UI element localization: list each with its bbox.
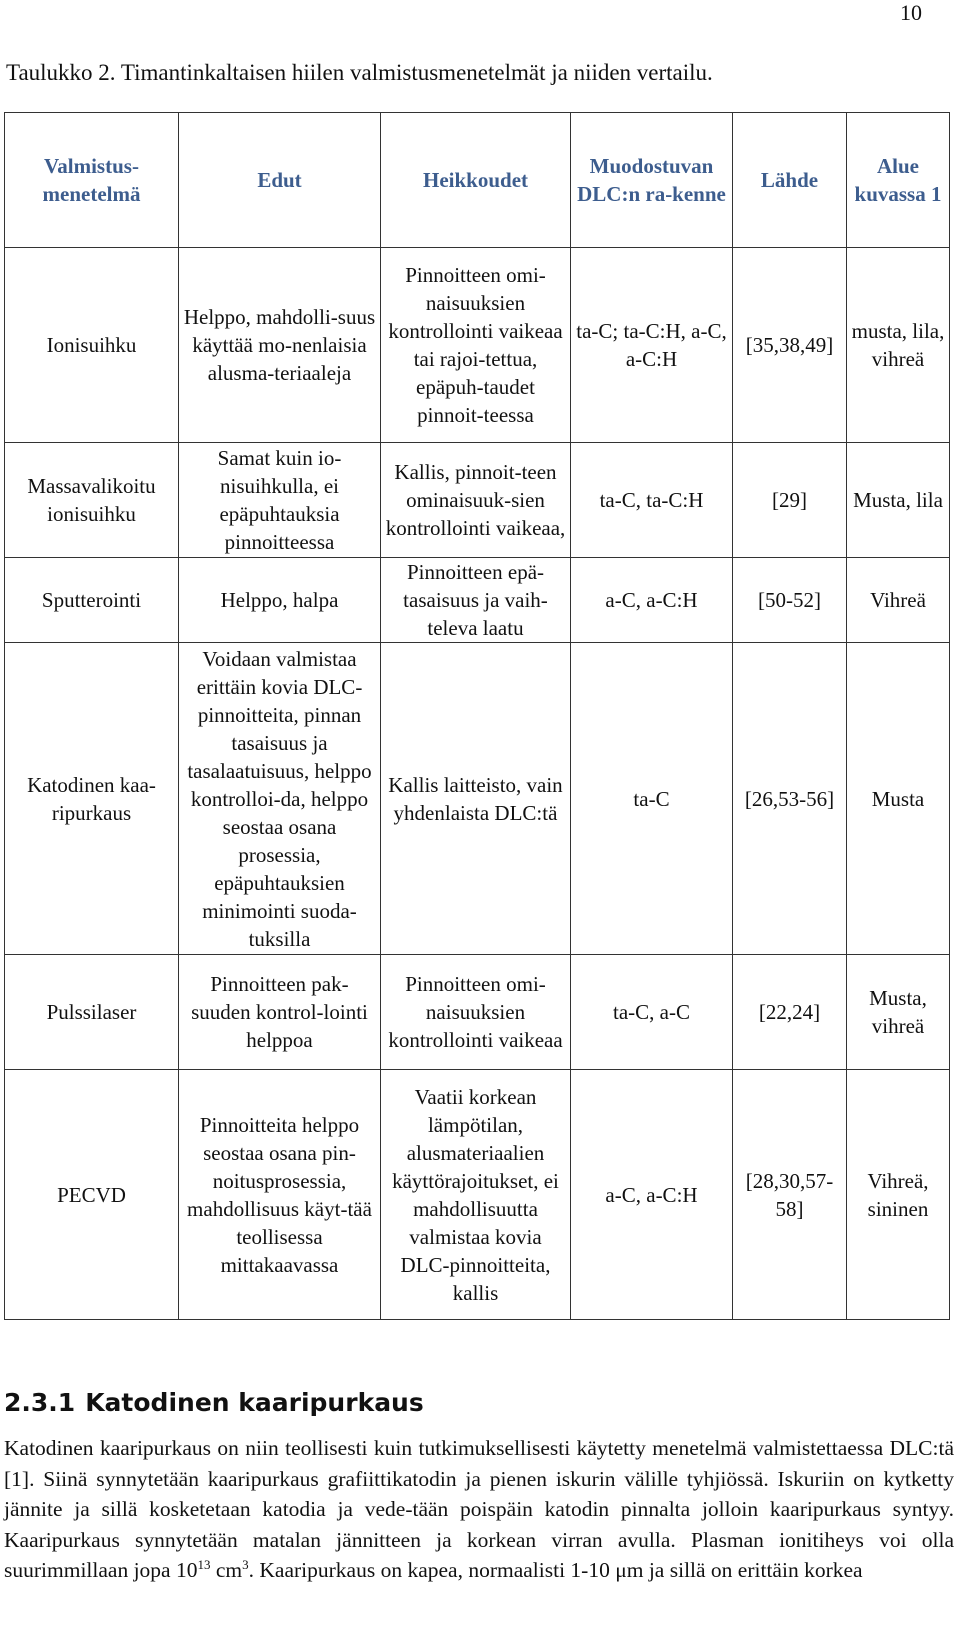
cell-method: Sputterointi bbox=[5, 558, 179, 643]
table-row bbox=[5, 443, 950, 558]
cell-advantages: Voidaan valmistaa erittäin kovia DLC-pinnoitteita, pinnan tasaisuus ja tasalaatuisuus, helppo kontrolloi-da, helppo seostaa osana prosessia, epäpuhtauksien minimointi suoda-tuksilla bbox=[179, 643, 381, 955]
cell-source: [35,38,49] bbox=[733, 248, 847, 443]
cell-weaknesses: Pinnoitteen epä-tasaisuus ja vaih-televa laatu bbox=[381, 558, 571, 643]
cell-area: musta, lila, vihreä bbox=[847, 248, 950, 443]
cell-structure: a-C, a-C:H bbox=[571, 558, 733, 643]
header-area: Alue kuvassa 1 bbox=[847, 113, 950, 248]
cell-source: [22,24] bbox=[733, 955, 847, 1070]
cell-structure: ta-C; ta-C:H, a-C, a-C:H bbox=[571, 248, 733, 443]
cell-weaknesses: Vaatii korkean lämpötilan, alusmateriaalien käyttörajoitukset, ei mahdollisuutta valmistaa kovia DLC-pinnoitteita, kallis bbox=[381, 1070, 571, 1320]
cell-method: Ionisuihku bbox=[5, 248, 179, 443]
exponent: 13 bbox=[197, 1556, 211, 1572]
cell-advantages: Helppo, halpa bbox=[179, 558, 381, 643]
cell-source: [26,53-56] bbox=[733, 643, 847, 955]
cell-structure: a-C, a-C:H bbox=[571, 1070, 733, 1320]
cell-method: Katodinen kaa-ripurkaus bbox=[5, 643, 179, 955]
header-structure: Muodostuvan DLC:n ra-kenne bbox=[571, 113, 733, 248]
exponent: 3 bbox=[242, 1556, 249, 1572]
cell-advantages: Helppo, mahdolli-suus käyttää mo-nenlaisia alusma-teriaaleja bbox=[179, 248, 381, 443]
table-row bbox=[5, 248, 950, 443]
body-paragraph bbox=[4, 1433, 954, 1586]
section-heading bbox=[4, 1388, 424, 1417]
cell-structure: ta-C, ta-C:H bbox=[571, 443, 733, 558]
cell-structure: ta-C bbox=[571, 643, 733, 955]
cell-advantages: Samat kuin io-nisuihkulla, ei epäpuhtauksia pinnoitteessa bbox=[179, 443, 381, 558]
body-text-part: Katodinen kaaripurkaus on niin teollisesti kuin tutkimuksellisesti käytetty menetelmä valmistettaessa DLC:tä [1]. Siinä synnytetään kaaripurkaus grafiittikatodin ja pienen iskurin välille tyhjiössä. Iskuriin on kytketty jännite ja sillä kosketetaan katodia ja vede-tään poispäin katodin pinnalta jolloin kaaripurkaus syntyy. Kaaripurkaus synnytetään matalan jännitteen ja korkean virran avulla. Plasman ionitiheys voi olla suurimmillaan jopa 10 bbox=[4, 1436, 954, 1582]
section-number: 2.3.1 bbox=[4, 1388, 76, 1417]
header-source: Lähde bbox=[733, 113, 847, 248]
header-weaknesses: Heikkoudet bbox=[381, 113, 571, 248]
cell-advantages: Pinnoitteen pak-suuden kontrol-lointi helppoa bbox=[179, 955, 381, 1070]
section-title: Katodinen kaaripurkaus bbox=[85, 1388, 424, 1417]
table-row bbox=[5, 1070, 950, 1320]
cell-method: Massavalikoitu ionisuihku bbox=[5, 443, 179, 558]
table-row bbox=[5, 558, 950, 643]
cell-area: Musta, lila bbox=[847, 443, 950, 558]
cell-weaknesses: Kallis laitteisto, vain yhdenlaista DLC:tä bbox=[381, 643, 571, 955]
cell-area: Vihreä bbox=[847, 558, 950, 643]
page-number: 10 bbox=[900, 0, 922, 25]
table-caption: Taulukko 2. Timantinkaltaisen hiilen valmistusmenetelmät ja niiden vertailu. bbox=[6, 60, 713, 85]
cell-advantages: Pinnoitteita helppo seostaa osana pin-noitusprosessia, mahdollisuus käyt-tää teollisessa mittakaavassa bbox=[179, 1070, 381, 1320]
cell-weaknesses: Pinnoitteen omi-naisuuksien kontrollointi vaikeaa tai rajoi-tettua, epäpuh-taudet pinnoit-teessa bbox=[381, 248, 571, 443]
cell-source: [28,30,57-58] bbox=[733, 1070, 847, 1320]
cell-area: Vihreä, sininen bbox=[847, 1070, 950, 1320]
cell-method: Pulssilaser bbox=[5, 955, 179, 1070]
cell-weaknesses: Pinnoitteen omi-naisuuksien kontrollointi vaikeaa bbox=[381, 955, 571, 1070]
cell-area: Musta, vihreä bbox=[847, 955, 950, 1070]
cell-source: [29] bbox=[733, 443, 847, 558]
table-row bbox=[5, 643, 950, 955]
cell-area: Musta bbox=[847, 643, 950, 955]
body-text-part: cm bbox=[210, 1558, 243, 1582]
header-advantages: Edut bbox=[179, 113, 381, 248]
cell-weaknesses: Kallis, pinnoit-teen ominaisuuk-sien kontrollointi vaikeaa, bbox=[381, 443, 571, 558]
table-header-row bbox=[5, 113, 950, 248]
cell-source: [50-52] bbox=[733, 558, 847, 643]
comparison-table bbox=[4, 112, 950, 1320]
table-row bbox=[5, 955, 950, 1070]
cell-method: PECVD bbox=[5, 1070, 179, 1320]
body-text-part: . Kaaripurkaus on kapea, normaalisti 1-10 μm ja sillä on erittäin korkea bbox=[248, 1558, 863, 1582]
header-method: Valmistus-menetelmä bbox=[5, 113, 179, 248]
cell-structure: ta-C, a-C bbox=[571, 955, 733, 1070]
